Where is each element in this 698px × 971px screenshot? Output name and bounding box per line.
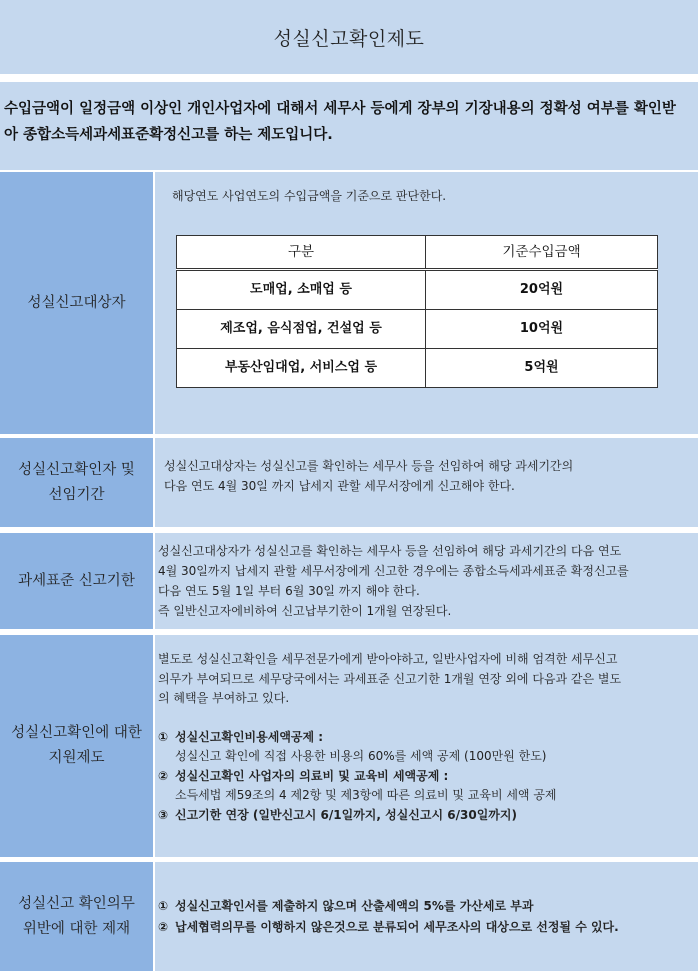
support-intro-line3: 의 혜택을 부여하고 있다. [158, 691, 290, 705]
table-cell-category: 제조업, 음식점업, 건설업 등 [177, 310, 426, 349]
item-number: ③ [158, 807, 169, 822]
page-title: 성실신고확인제도 [273, 27, 425, 50]
revenue-threshold-table [176, 235, 658, 388]
section-label [0, 172, 153, 434]
section-penalty [0, 862, 698, 971]
item-title: 성실신고확인비용세액공제 : [175, 729, 324, 744]
deadline-text-line3: 다음 연도 5월 1일 부터 6월 30일 까지 해야 한다. [158, 584, 420, 598]
appointment-label-line1: 성실신고확인자 및 [18, 461, 135, 478]
table-header-threshold: 기준수입금액 [426, 236, 658, 270]
list-item [158, 767, 698, 787]
table-row [177, 310, 658, 349]
appointment-text-line1: 성실신고대상자는 성실신고를 확인하는 세무사 등을 선임하여 해당 과세기간의 [164, 459, 574, 473]
item-number: ① [158, 899, 169, 913]
target-note: 해당연도 사업연도의 수입금액을 기준으로 판단한다. [172, 189, 447, 203]
support-label-line2: 지원제도 [48, 750, 105, 766]
section-label [0, 533, 153, 629]
section-content [155, 172, 698, 434]
table-header-row [177, 236, 658, 270]
table-cell-threshold: 20억원 [426, 270, 658, 310]
deadline-text-line4: 즉 일반신고자에비하여 신고납부기한이 1개월 연장된다. [158, 604, 452, 618]
item-detail: 소득세법 제59조의 4 제2항 및 제3항에 따른 의료비 및 교육비 세액 공제 [175, 788, 557, 802]
table-cell-threshold: 10억원 [426, 310, 658, 349]
section-content [155, 635, 698, 857]
table-cell-threshold: 5억원 [426, 349, 658, 388]
appointment-text-line2: 다음 연도 4월 30일 까지 납세지 관할 세무서장에게 신고해야 한다. [164, 479, 515, 493]
item-title: 성실신고확인 사업자의 의료비 및 교육비 세액공제 : [175, 768, 449, 783]
section-content [155, 862, 698, 971]
section-deadline [0, 533, 698, 629]
item-number: ② [158, 768, 169, 783]
list-item [158, 917, 698, 938]
item-text: 성실신고확인서를 제출하지 않으며 산출세액의 5%를 가산세로 부과 [175, 899, 534, 913]
section-label [0, 635, 153, 857]
intro-text: 수입금액이 일정금액 이상인 개인사업자에 대해서 세무사 등에게 장부의 기장내용의 정확성 여부를 확인받아 종합소득세과세표준확정신고를 하는 제도입니다. [0, 82, 698, 170]
deadline-label: 과세표준 신고기한 [18, 572, 135, 589]
list-item [158, 728, 698, 748]
section-content [155, 533, 698, 629]
support-intro-line2: 의무가 부여되므로 세무당국에서는 과세표준 신고기한 1개월 연장 외에 다음과 같은 별도 [158, 671, 622, 686]
penalty-label-line1: 성실신고 확인의무 [18, 895, 135, 912]
list-item [158, 806, 698, 826]
support-intro-line1: 별도로 성실신고확인을 세무전문가에게 받아야하고, 일반사업자에 비해 엄격한 세무신고 [158, 652, 618, 666]
table-cell-category: 부동산임대업, 서비스업 등 [177, 349, 426, 388]
table-header-category: 구분 [177, 236, 426, 270]
table-row [177, 349, 658, 388]
title-bar [0, 0, 698, 74]
deadline-text-line2: 4월 30일까지 납세지 관할 세무서장에게 신고한 경우에는 종합소득세과세표준 확정신고를 [158, 564, 629, 578]
section-label [0, 862, 153, 971]
section-target [0, 172, 698, 434]
item-number: ② [158, 920, 169, 934]
support-label-line1: 성실신고확인에 대한 [11, 725, 142, 741]
item-text: 납세협력의무를 이행하지 않은것으로 분류되어 세무조사의 대상으로 선정될 수 있다. [175, 920, 619, 934]
target-label: 성실신고대상자 [27, 294, 126, 311]
list-item [158, 896, 698, 917]
appointment-label-line2: 선임기간 [48, 486, 105, 503]
table-cell-category: 도매업, 소매업 등 [177, 270, 426, 310]
table-row [177, 270, 658, 310]
section-support [0, 635, 698, 857]
deadline-text-line1: 성실신고대상자가 성실신고를 확인하는 세무사 등을 선임하여 해당 과세기간의 다음 연도 [158, 544, 622, 558]
item-title: 신고기한 연장 (일반신고시 6/1일까지, 성실신고시 6/30일까지) [175, 807, 517, 822]
penalty-label-line2: 위반에 대한 제재 [22, 920, 131, 937]
item-detail: 성실신고 확인에 직접 사용한 비용의 60%를 세액 공제 (100만원 한도) [175, 749, 547, 763]
section-content [155, 438, 698, 527]
item-number: ① [158, 729, 169, 744]
section-appointment [0, 438, 698, 527]
section-label [0, 438, 153, 527]
